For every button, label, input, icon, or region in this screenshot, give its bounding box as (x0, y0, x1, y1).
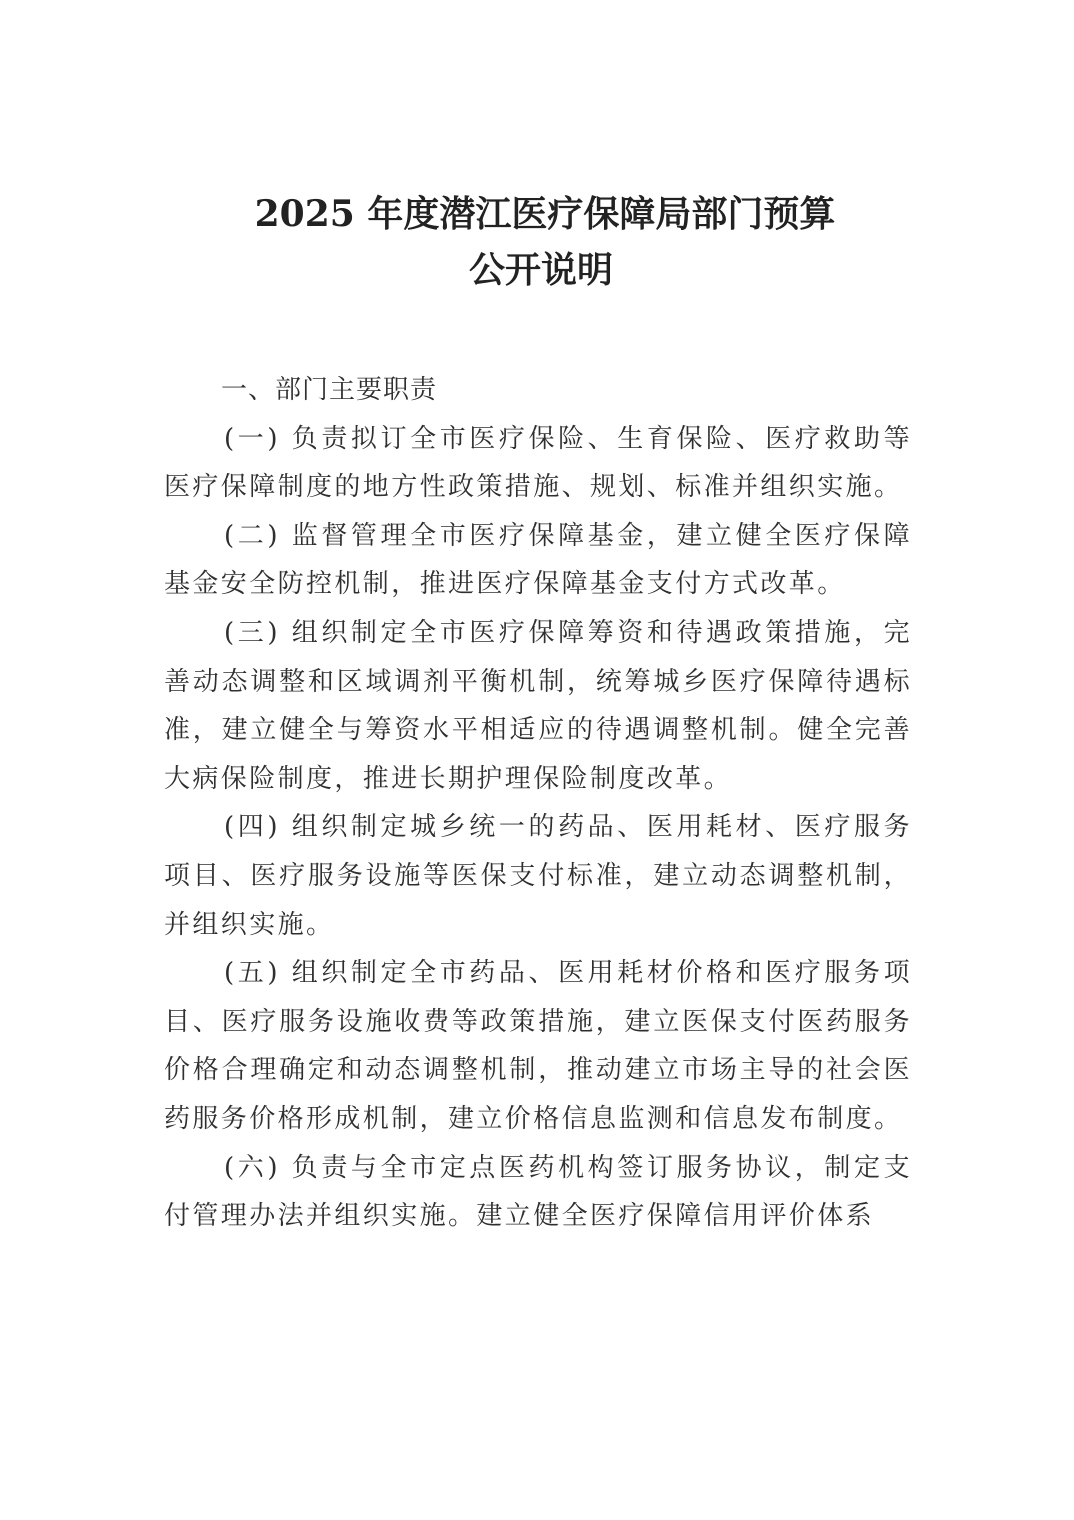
paragraph-6: (六) 负责与全市定点医药机构签订服务协议，制定支付管理办法并组织实施。建立健全医疗保障信用评价体系 (164, 1152, 912, 1232)
document-body (164, 366, 912, 1241)
paragraph-4: (四) 组织制定城乡统一的药品、医用耗材、医疗服务项目、医疗服务设施等医保支付标准，建立动态调整机制，并组织实施。 (164, 812, 912, 940)
paragraph-2: (二) 监督管理全市医疗保障基金，建立健全医疗保障基金安全防控机制，推进医疗保障基金支付方式改革。 (164, 520, 912, 600)
title-line-1: 2025 年度潜江医疗保障局部门预算 (254, 193, 836, 235)
paragraph-3: (三) 组织制定全市医疗保障筹资和待遇政策措施，完善动态调整和区域调剂平衡机制，统筹城乡医疗保障待遇标准，建立健全与筹资水平相适应的待遇调整机制。健全完善大病保险制度，推进长期护理保险制度改革。 (164, 617, 912, 794)
document-title (0, 186, 1074, 298)
paragraph-1: (一) 负责拟订全市医疗保险、生育保险、医疗救助等医疗保障制度的地方性政策措施、规划、标准并组织实施。 (164, 423, 912, 503)
section-heading: 一、部门主要职责 (221, 375, 438, 405)
title-line-2: 公开说明 (468, 249, 613, 291)
paragraph-5: (五) 组织制定全市药品、医用耗材价格和医疗服务项目、医疗服务设施收费等政策措施，建立医保支付医药服务价格合理确定和动态调整机制，推动建立市场主导的社会医药服务价格形成机制，建立价格信息监测和信息发布制度。 (164, 958, 912, 1134)
